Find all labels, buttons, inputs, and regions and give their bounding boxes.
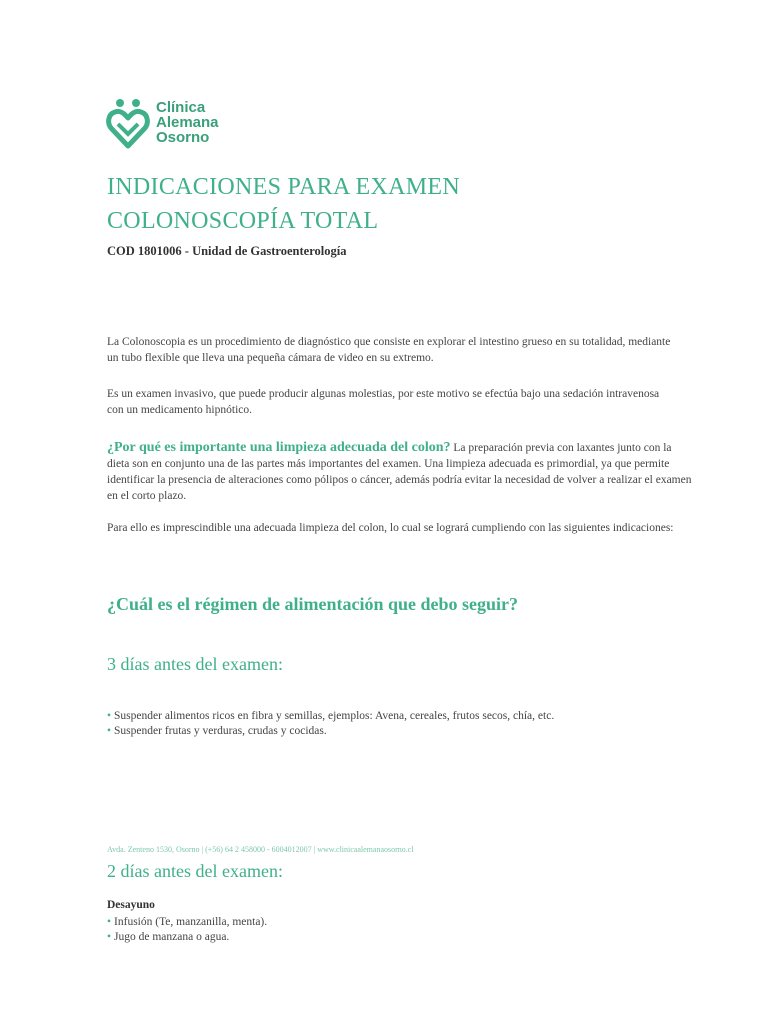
- exam-code: COD 1801006 - Unidad de Gastroenterología: [107, 244, 347, 258]
- logo-line-2: Alemana: [156, 113, 219, 131]
- page-title-line-2: COLONOSCOPÍA TOTAL: [107, 208, 379, 234]
- cleaning-explanation: La preparación previa con laxantes junto con la dieta son en conjunto una de las partes más importantes del examen. Una limpieza adecuada es primordial, ya que permite identificar la presencia de alteraciones como pólipos o cáncer, además podría evitar la necesidad de volver a realizar el examen en el corto plazo.: [107, 442, 692, 502]
- three-days-list: [107, 709, 554, 739]
- instructions-intro-paragraph: Para ello es imprescindible una adecuada limpieza del colon, lo cual se logrará cumpliendo con las siguientes indicaciones:: [107, 522, 674, 534]
- cleaning-importance-paragraph: [107, 440, 692, 504]
- bullet-icon: •: [107, 931, 112, 943]
- cleaning-question: ¿Por qué es importante una limpieza adecuada del colon?: [107, 440, 451, 455]
- bullet-icon: •: [107, 710, 112, 722]
- list-item: • Jugo de manzana o agua.: [107, 931, 230, 943]
- two-days-heading: 2 días antes del examen:: [107, 861, 283, 881]
- bullet-icon: •: [107, 916, 112, 928]
- diet-question-heading: ¿Cuál es el régimen de alimentación que debo seguir?: [107, 594, 518, 614]
- clinic-logo-text: [156, 100, 219, 145]
- logo-line-1: Clínica: [156, 98, 206, 116]
- list-item: • Suspender alimentos ricos en fibra y semillas, ejemplos: Avena, cereales, frutos secos, chía, etc.: [107, 710, 555, 722]
- logo-line-3: Osorno: [156, 128, 210, 146]
- three-days-heading: 3 días antes del examen:: [107, 654, 283, 674]
- clinic-logo-icon: [106, 94, 152, 150]
- clinic-logo: [106, 92, 246, 152]
- footer-contact: Avda. Zenteno 1530, Osorno | (+56) 64 2 458000 - 6004012007 | www.clinicaalemanaosorno.cl: [107, 845, 414, 854]
- sedation-paragraph: Es un examen invasivo, que puede producir algunas molestias, por este motivo se efectúa bajo una sedación intravenosa con un medicamento hipnótico.: [107, 388, 660, 416]
- breakfast-label: Desayuno: [107, 899, 155, 911]
- list-item: • Infusión (Te, manzanilla, menta).: [107, 916, 268, 928]
- bullet-icon: •: [107, 725, 112, 737]
- page-title-line-1: INDICACIONES PARA EXAMEN: [107, 174, 461, 200]
- list-item: • Suspender frutas y verduras, crudas y cocidas.: [107, 725, 327, 737]
- breakfast-list: [107, 915, 267, 945]
- intro-paragraph: La Colonoscopia es un procedimiento de diagnóstico que consiste en explorar el intestino grueso en su totalidad, mediante un tubo flexible que lleva una pequeña cámara de video en su extremo.: [107, 336, 671, 364]
